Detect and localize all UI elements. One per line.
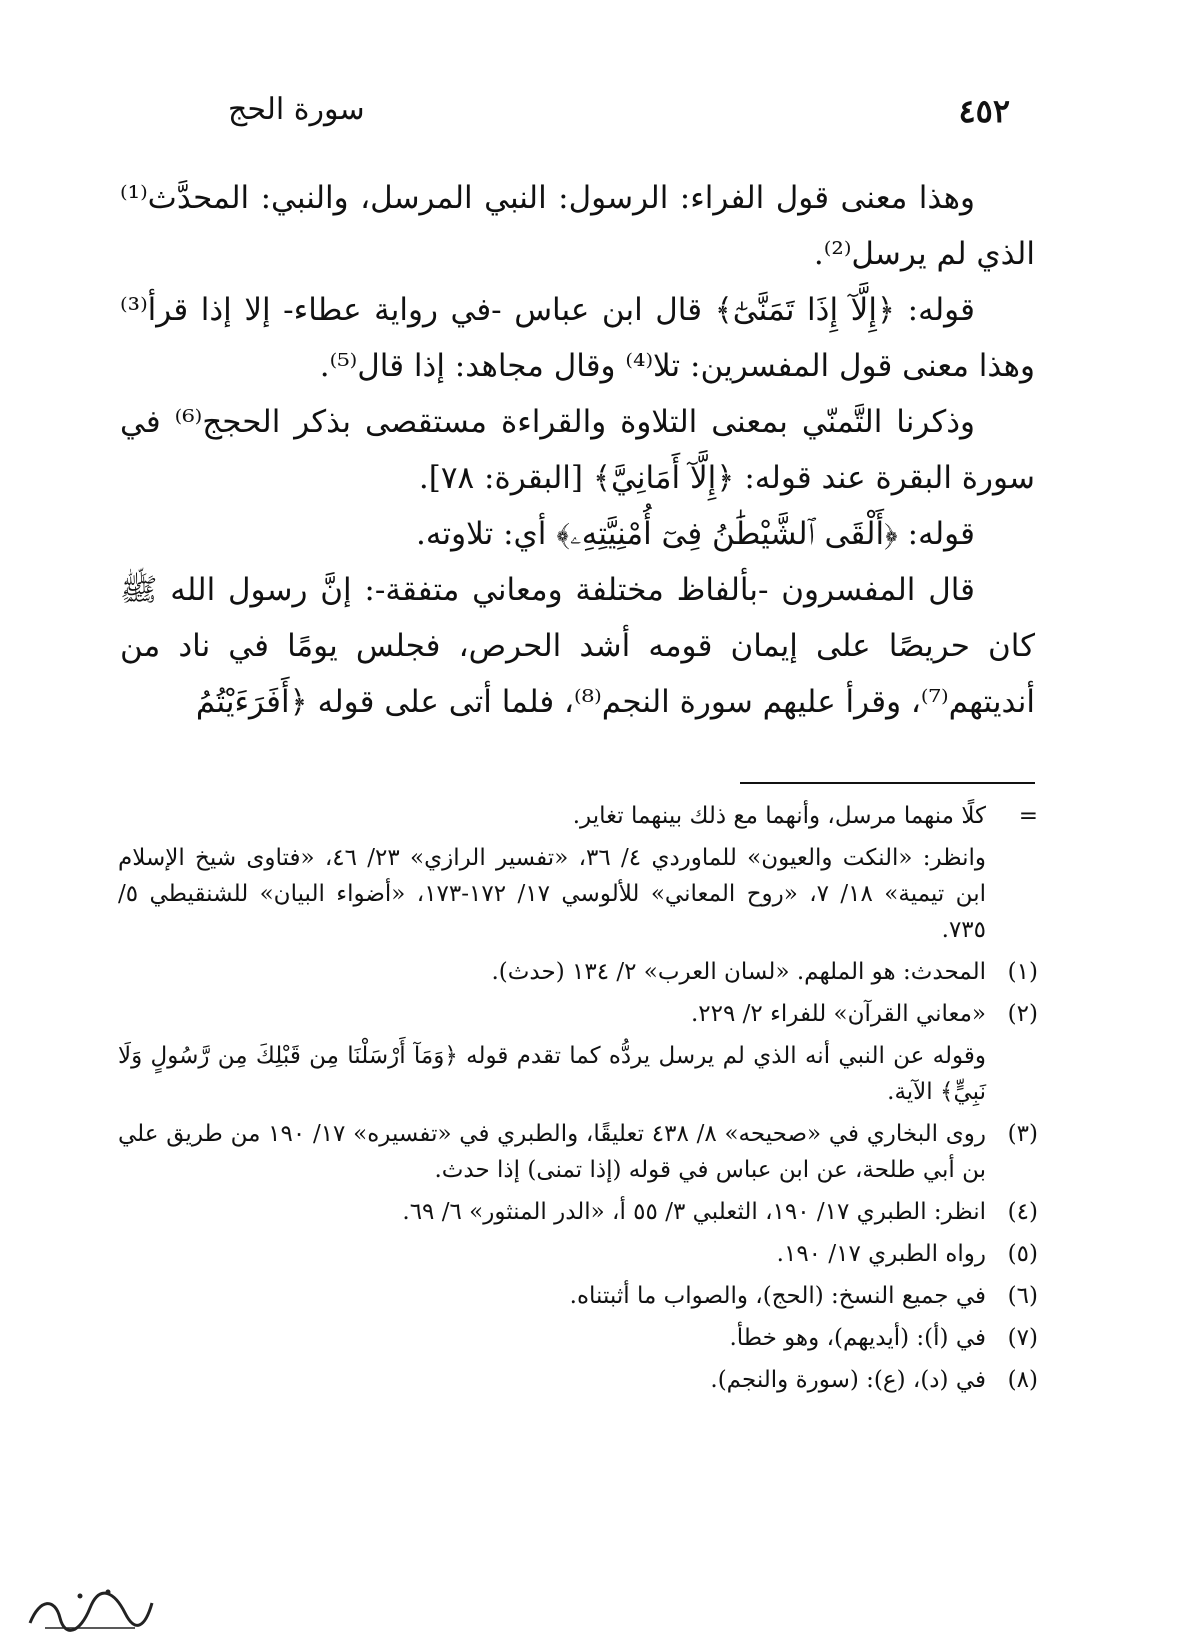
footnote-text: انظر: الطبري ١٧/ ١٩٠، الثعلبي ٣/ ٥٥ أ، «الدر المنثور» ٦/ ٦٩. [402, 1199, 986, 1225]
footnote-text: في (أ): (أيديهم)، وهو خطأ. [729, 1325, 986, 1351]
footnote-text: روى البخاري في «صحيحه» ٨/ ٤٣٨ تعليقًا، والطبري في «تفسيره» ١٧/ ١٩٠ من طريق علي بن أبي طلحة، عن ابن عباس في قوله (إذا تمنى) إذا حدث. [118, 1121, 986, 1183]
footnote [118, 1116, 1038, 1188]
footnote-number: (٣) [1007, 1121, 1038, 1147]
footnotes [118, 798, 1038, 1404]
publisher-logo [20, 1578, 160, 1638]
footnote-number: (٦) [1007, 1283, 1038, 1309]
footnote [118, 1236, 1038, 1272]
footnote-text: وانظر: «النكت والعيون» للماوردي ٤/ ٣٦، «تفسير الرازي» ٢٣/ ٤٦، «فتاوى شيخ الإسلام ابن تيمية» ١٨/ ٧، «روح المعاني» للألوسي ١٧/ ١٧٢-١٧٣، «أضواء البيان» للشنقيطي ٥/ ٧٣٥. [118, 845, 987, 943]
footnote-number: (٥) [1007, 1241, 1038, 1267]
footnote [118, 1362, 1038, 1398]
footnote [118, 1194, 1038, 1230]
surah-title: سورة الحج [228, 92, 365, 127]
footnote [118, 798, 1038, 834]
footnote [118, 1320, 1038, 1356]
footnote-text: وقوله عن النبي أنه الذي لم يرسل يردُّه كما تقدم قوله ﴿وَمَآ أَرْسَلْنَا مِن قَبْلِكَ مِن رَّسُولٍ وَلَا نَبِيٍّ﴾ الآية. [118, 1043, 986, 1105]
footnote-number: (٤) [1007, 1199, 1038, 1225]
footnote-number: (٢) [1007, 1001, 1038, 1027]
footnote-text: في (د)، (ع): (سورة والنجم). [710, 1367, 986, 1393]
footnote [118, 954, 1038, 990]
paragraph: وهذا معنى قول الفراء: الرسول: النبي المرسل، والنبي: المحدَّث⁽¹⁾ الذي لم يرسل⁽²⁾. [120, 180, 1035, 272]
paragraph: قوله: ﴿أَلْقَى ٱلشَّيْطَٰنُ فِىٓ أُمْنِيَّتِهِۦ﴾ أي: تلاوته. [416, 516, 975, 552]
paragraph: قال المفسرون -بألفاظ مختلفة ومعاني متفقة-: إنَّ رسول الله ﷺ كان حريصًا على إيمان قومه أشد الحرص، فجلس يومًا في ناد من أنديتهم⁽⁷⁾، وقرأ عليهم سورة النجم⁽⁸⁾، فلما أتى على قوله ﴿أَفَرَءَيْتُمُ [120, 572, 1035, 720]
footnote-number: (٧) [1007, 1325, 1038, 1351]
main-text [120, 170, 1035, 730]
footnote-number: (٨) [1007, 1367, 1038, 1393]
footnote-continuation [118, 1038, 1038, 1110]
footnote [118, 996, 1038, 1032]
paragraph: قوله: ﴿إِلَّآ إِذَا تَمَنَّىٰٓ﴾ قال ابن عباس -في رواية عطاء- إلا إذا قرأ⁽³⁾ وهذا معنى قول المفسرين: تلا⁽⁴⁾ وقال مجاهد: إذا قال⁽⁵⁾. [120, 292, 1035, 384]
footnote-text: رواه الطبري ١٧/ ١٩٠. [776, 1241, 986, 1267]
footnote-divider [740, 782, 1035, 784]
footnote-number: = [1018, 803, 1038, 829]
paragraph: وذكرنا التَّمنّي بمعنى التلاوة والقراءة مستقصى بذكر الحجج⁽⁶⁾ في سورة البقرة عند قوله: ﴿إِلَّآ أَمَانِيَّ﴾ [البقرة: ٧٨]. [120, 404, 1035, 496]
footnote-text: في جميع النسخ: (الحج)، والصواب ما أثبتناه. [569, 1283, 986, 1309]
footnote-text: المحدث: هو الملهم. «لسان العرب» ٢/ ١٣٤ (حدث). [491, 959, 986, 985]
page-header [228, 92, 1010, 142]
page-number: ٤٥٢ [958, 92, 1010, 130]
footnote-text: «معاني القرآن» للفراء ٢/ ٢٢٩. [690, 1001, 986, 1027]
footnote [118, 1278, 1038, 1314]
footnote-continuation [118, 840, 1038, 948]
footnote-text: كلًا منهما مرسل، وأنهما مع ذلك بينهما تغاير. [572, 803, 986, 829]
footnote-number: (١) [1007, 959, 1038, 985]
